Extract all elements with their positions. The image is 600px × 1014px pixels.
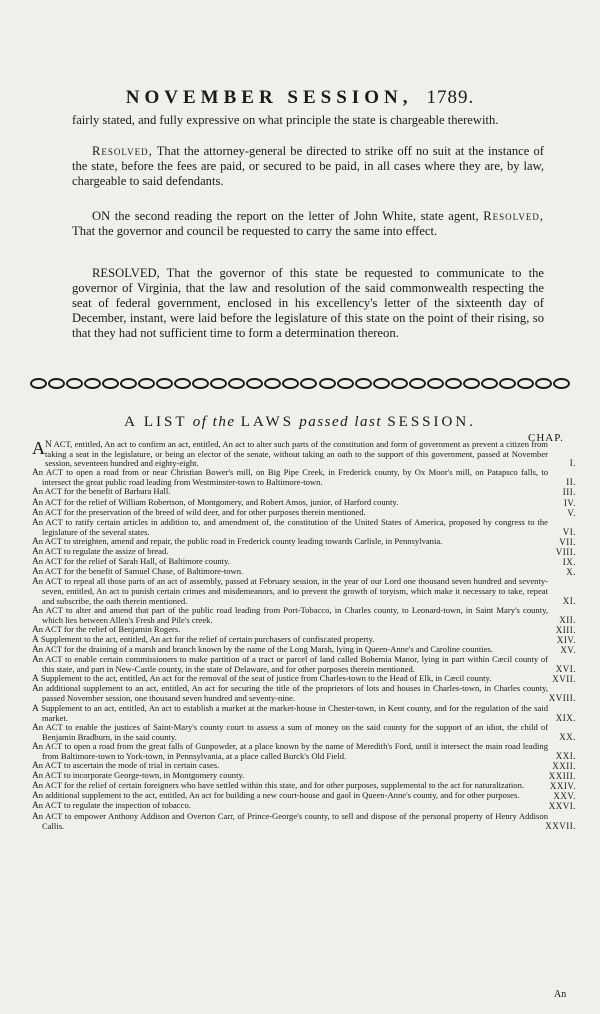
act-title: An ACT to streighten, amend and repair, the public road in Frederick county leading towards Carlisle, in Pennsylvania. [32, 535, 443, 547]
chapter-number: I. [569, 458, 576, 469]
chapter-number: XVI. [555, 664, 576, 675]
chapter-column-label: CHAP. [528, 432, 564, 444]
act-title: An ACT to ascertain the mode of trial in certain cases. [32, 760, 220, 772]
act-title: An ACT to open a road from or near Christian Bower's mill, on Big Pipe Creek, in Frederick county, by Ox Moor's mill, on Patapsco falls, to intersect the great public road leading from Westminster-town to Baltimore-town. [32, 467, 548, 488]
act-title: A Supplement to the act, entitled, An act for the removal of the seat of justice from Charles-town to the Head of Elk, in Cæcil county. [32, 673, 492, 685]
chapter-number: XXIV. [549, 781, 576, 792]
chapter-number: XIX. [555, 712, 576, 723]
list-item [32, 467, 576, 488]
act-title: An ACT to empower Anthony Addison and Overton Carr, of Prince-George's county, to sell and dispose of the personal property of Henry Addison Callis. [32, 810, 548, 831]
chapter-number: III. [562, 487, 576, 498]
paragraph-john-white: ON the second reading the report on the letter of John White, state agent, Resolved, That the governor and council be requested to carry the same into effect. [72, 209, 544, 238]
session-year: 1789. [426, 87, 475, 108]
act-title: An additional supplement to an act, entitled, An act for securing the title of the proprietors of lots and houses in Charles-town, in Charles county, passed November session, one thousand seven hundred and seventy-nine. [32, 683, 548, 704]
chapter-number: XXVII. [545, 820, 576, 831]
list-item [32, 721, 576, 742]
act-title: An ACT to alter and amend that part of the public road leading from Port-Tobacco, in Charles county, to Leonard-town, in Saint Mary's county, which lies between Allen's Fresh and Pile's creek. [32, 604, 548, 625]
chapter-number: XV. [560, 644, 576, 655]
chapter-number: IV. [563, 497, 576, 508]
act-title: An ACT to enable the justices of Saint-Mary's county court to assess a sum of money on the said county for the support of an idiot, the child of Benjamin Bradburn, in the said county. [32, 721, 548, 742]
act-title: An ACT to regulate the inspection of tobacco. [32, 800, 191, 812]
act-title: An ACT to regulate the assize of bread. [32, 546, 169, 558]
chapter-number: XIV. [556, 634, 576, 645]
chapter-number: XXIII. [548, 771, 576, 782]
paragraph-attorney-general: Resolved, That the attorney-general be directed to strike off no suit at the instance of the state, before the fees are paid, or secured to be paid, in all cases where they are, by law, chargeable to said defendants. [72, 144, 544, 188]
list-item [32, 654, 576, 675]
act-title: A Supplement to an act, entitled, An act to establish a market at the market-house in Chester-town, in Kent county, and for the regulation of the said market. [32, 702, 548, 723]
chapter-number: VIII. [555, 547, 576, 558]
act-title: An ACT to incorporate George-town, in Montgomery county. [32, 770, 245, 782]
chapter-number: XI. [562, 595, 576, 606]
act-title: An additional supplement to the act, entitled, An act for building a new court-house and gaol in Queen-Anne's county, and for other purposes. [32, 790, 520, 802]
session-title: NOVEMBER SESSION, [125, 87, 413, 108]
chapter-number: VII. [559, 536, 576, 547]
act-title: An ACT for the relief of Sarah Hall, of Baltimore county. [32, 556, 230, 568]
list-item [32, 702, 576, 723]
act-title: N ACT, entitled, An act to confirm an act, entitled, An act to alter such parts of the constitution and form of government as prevent a citizen from taking a seat in the legislature, or being an elector of the senate, without taking an oath to the support of this government, passed at November session, seventeen hundred and eighty-eight. [45, 439, 548, 469]
chapter-number: XVIII. [548, 693, 576, 704]
drop-initial: A [32, 438, 45, 458]
paragraph-continuation: fairly stated, and fully expressive on what principle the state is chargeable therewith. [72, 113, 499, 127]
chapter-number: XXI. [555, 751, 576, 761]
act-title: An ACT for the draining of a marsh and branch known by the name of the Long Marsh, lying in Queen-Anne's and Caroline counties. [32, 643, 493, 655]
chapter-number: XII. [559, 614, 576, 625]
chapter-number: XXVI. [548, 801, 576, 812]
list-item [32, 516, 576, 537]
chapter-number: II. [566, 477, 576, 488]
list-item [32, 810, 576, 831]
chapter-number: XXV. [553, 791, 576, 802]
act-title: An ACT for the preservation of the breed of wild deer, and for other purposes therein mentioned. [32, 506, 366, 518]
act-title: An ACT for the relief of certain foreigners who have settled within this state, and for other purposes, supplemental to the act for naturalization. [32, 780, 525, 792]
chapter-number: XVII. [552, 674, 576, 685]
act-title: An ACT for the relief of William Robertson, of Montgomery, and Robert Amos, junior, of Harford county. [32, 496, 399, 508]
chapter-number: V. [567, 507, 576, 518]
act-title: An ACT for the relief of Benjamin Rogers. [32, 623, 181, 635]
ornamental-divider [30, 375, 570, 391]
paragraph-virginia-resolution: RESOLVED, That the governor of this state be requested to communicate to the governor of Virginia, that the law and resolution of the said commonwealth respecting the seat of federal government, enclosed in his excellency's letter of the sixteenth day of December, instant, were laid before the legislature of this state on the point of their rising, so that they had not sufficient time to form a determination thereon. [72, 266, 544, 340]
chapter-number: VI. [562, 526, 576, 537]
catchword: An [554, 989, 567, 1000]
act-title: An ACT to open a road from the great falls of Gunpowder, at a place known by the name of Meredith's Ford, until it intersect the main road leading from Baltimore-town to York-town, in Pennsylvania, at a place called Burck's Old Field. [32, 740, 548, 761]
list-item [32, 604, 576, 625]
chapter-number: XX. [559, 731, 576, 742]
list-heading: A LIST of the LAWS passed last SESSION. [124, 414, 476, 430]
act-title: An ACT for the benefit of Barbara Hall. [32, 486, 171, 498]
act-title: An ACT for the benefit of Samuel Chase, of Baltimore-town. [32, 566, 244, 578]
list-item [32, 740, 576, 761]
chapter-number: X. [566, 567, 576, 578]
act-title: An ACT to repeal all those parts of an act of assembly, passed at February session, in the year of our Lord one thousand seven hundred and seventy-seven, entitled, An act to punish certain crimes and misdemeanors, and to prevent the growth of toryism, which make it necessary to take, repeat and subscribe, the oath therein mentioned. [32, 576, 548, 606]
act-title: A Supplement to the act, entitled, An act for the relief of certain purchasers of confiscated property. [32, 633, 375, 645]
chapter-number: XXII. [552, 761, 576, 772]
act-title: An ACT to ratify certain articles in addition to, and amendment of, the constitution of the United States of America, proposed by congress to the legislature of the several states. [32, 516, 548, 537]
running-head [40, 87, 560, 109]
act-title: An ACT to enable certain commissioners to make partition of a tract or parcel of land called Bohemia Manor, lying in part within Cæcil county of this state, and part in New-Castle county, in the state of Delaware, and for other purposes therein mentioned. [32, 654, 548, 675]
chapter-number: XIII. [555, 624, 576, 635]
chapter-number: IX. [562, 557, 576, 568]
acts-list [32, 440, 578, 831]
list-item [32, 576, 576, 606]
list-item [32, 683, 576, 704]
